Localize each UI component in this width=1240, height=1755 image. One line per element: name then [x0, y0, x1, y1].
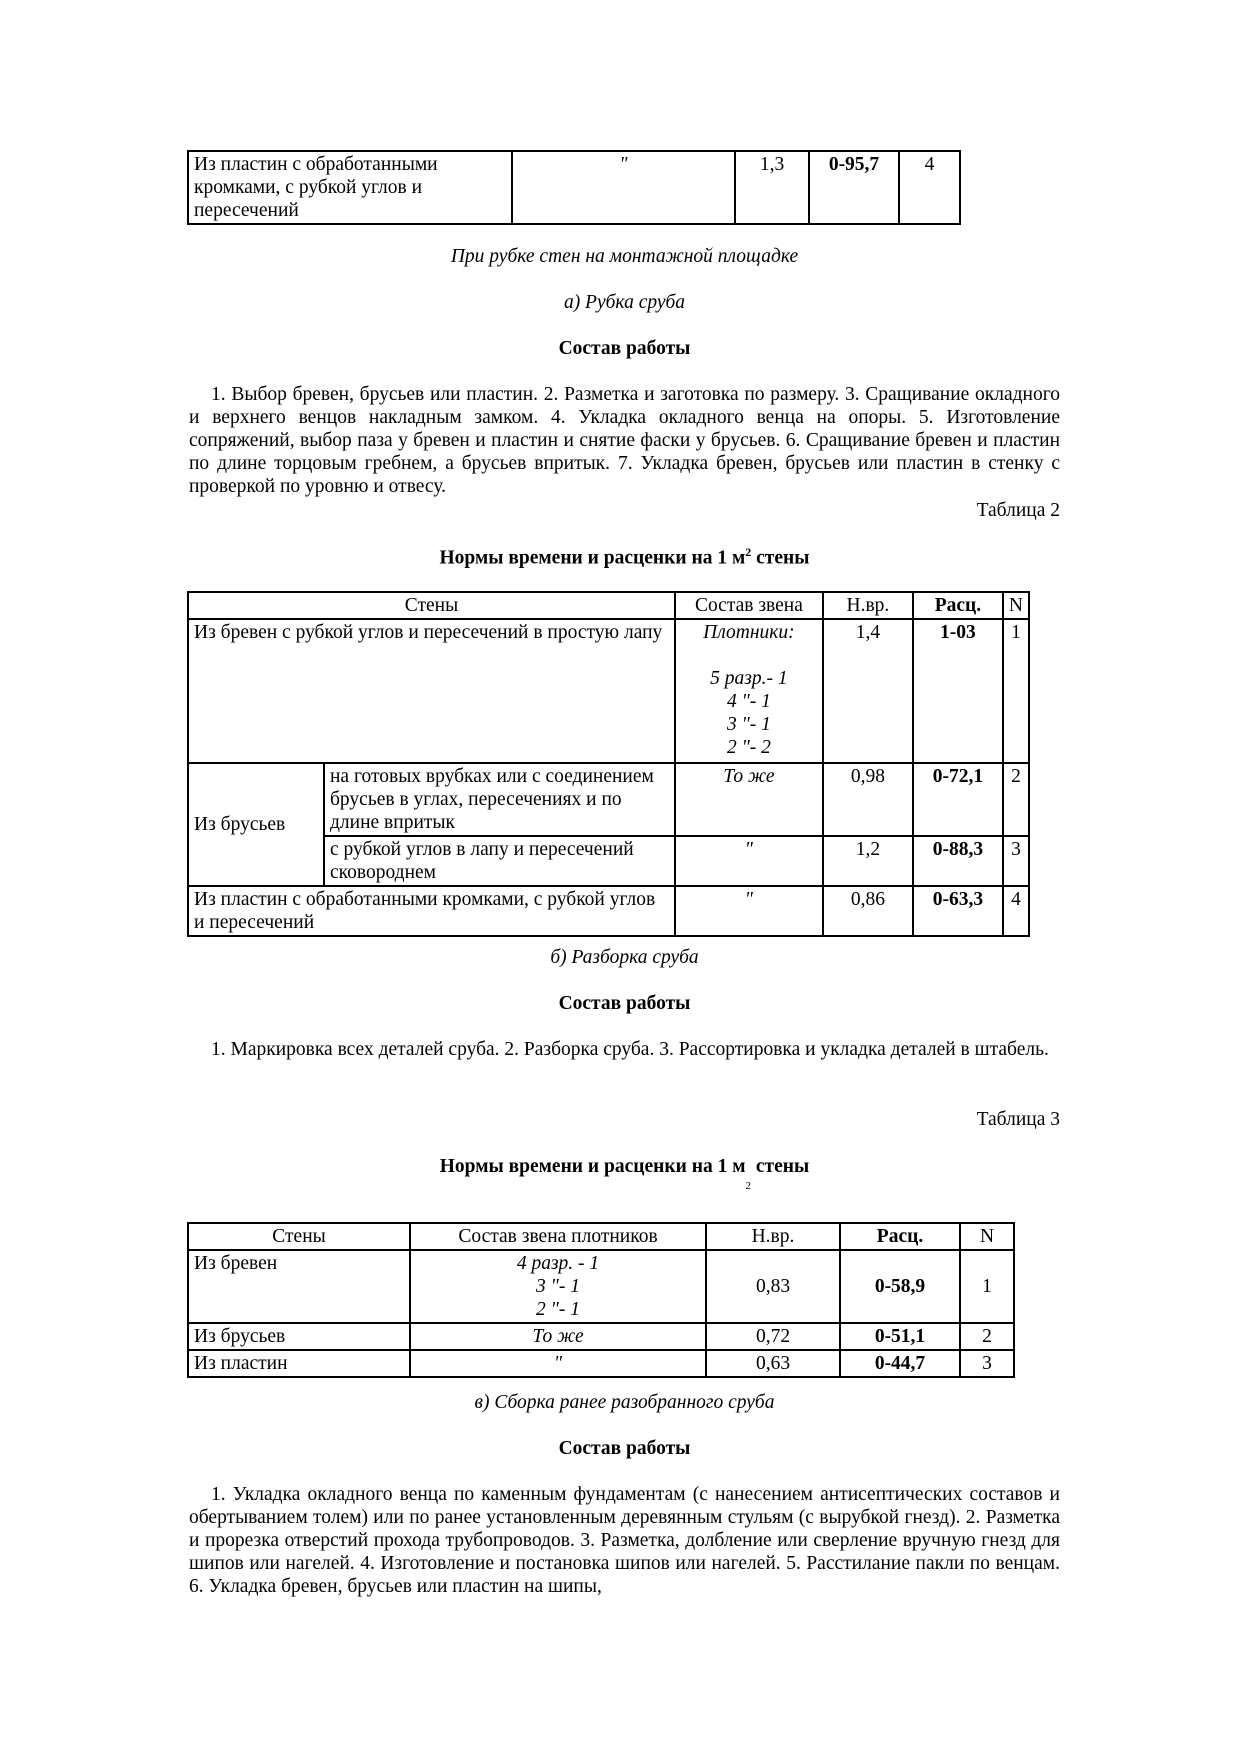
crew-cell: "	[675, 886, 823, 936]
wall-cell: Из бревен	[188, 1250, 410, 1323]
table-row	[188, 619, 1029, 763]
crew-cell: "	[512, 151, 735, 224]
work-composition-title-3: Состав работы	[558, 1438, 691, 1459]
hours-cell: 1,4	[823, 619, 913, 763]
crew-line: 3 "- 1	[726, 714, 771, 735]
table-header-row	[188, 1223, 1014, 1250]
crew-cell: "	[410, 1350, 706, 1377]
subsection-c-heading: в) Сборка ранее разобранного сруба	[474, 1392, 775, 1413]
header-hours: Н.вр.	[706, 1223, 840, 1250]
table-3	[187, 1222, 1015, 1378]
table3-label: Таблица 3	[976, 1109, 1060, 1130]
crew-line: 4 разр. - 1	[516, 1253, 600, 1274]
price-cell: 0-58,9	[840, 1250, 960, 1323]
number-cell: 3	[960, 1350, 1014, 1377]
header-price: Расц.	[913, 592, 1003, 619]
header-walls: Стены	[188, 1223, 410, 1250]
table3-title-text: Нормы времени и расценки на 1 м	[439, 1156, 746, 1177]
wall-cell: на готовых врубках или с соединением брусьев в углах, пересечениях и по длине впритык	[324, 763, 675, 836]
header-n: N	[960, 1223, 1014, 1250]
price-cell: 0-51,1	[840, 1323, 960, 1350]
table2-title	[189, 545, 1060, 570]
number-cell: 1	[1003, 619, 1029, 763]
crew-line: 2 "- 1	[536, 1299, 580, 1320]
table2-title-sup: 2	[745, 545, 752, 559]
crew-line: 4 "- 1	[726, 691, 771, 712]
crew-cell: То же	[675, 763, 823, 836]
hours-cell: 0,98	[823, 763, 913, 836]
table2-title-end: стены	[751, 547, 810, 569]
header-hours: Н.вр.	[823, 592, 913, 619]
header-crew: Состав звена	[675, 592, 823, 619]
wall-cell: Из брусьев	[188, 1323, 410, 1350]
price-cell: 1-03	[913, 619, 1003, 763]
table-row	[188, 1350, 1014, 1377]
price-cell: 0-95,7	[809, 151, 899, 224]
wall-cell: Из пластин	[188, 1350, 410, 1377]
header-walls: Стены	[188, 592, 675, 619]
crew-line: 5 разр.- 1	[710, 668, 788, 689]
work-composition-title-1: Состав работы	[558, 338, 691, 359]
number-cell: 1	[960, 1250, 1014, 1323]
crew-cell: То же	[410, 1323, 706, 1350]
section-heading-site: При рубке стен на монтажной площадке	[450, 246, 799, 267]
crew-cell: "	[675, 836, 823, 886]
wall-cell: с рубкой углов в лапу и пересечений сковороднем	[324, 836, 675, 886]
table-row	[188, 763, 1029, 836]
crew-cell	[675, 619, 823, 763]
table3-title	[189, 1155, 1060, 1192]
subsection-a-heading: а) Рубка сруба	[563, 292, 686, 313]
hours-cell: 1,3	[735, 151, 809, 224]
header-n: N	[1003, 592, 1029, 619]
hours-cell: 0,72	[706, 1323, 840, 1350]
number-cell: 4	[899, 151, 960, 224]
table3-title-sub: 2	[745, 1179, 752, 1192]
group-cell: Из брусьев	[188, 763, 324, 886]
price-cell: 0-72,1	[913, 763, 1003, 836]
wall-cell: Из бревен с рубкой углов и пересечений в простую лапу	[188, 619, 675, 763]
price-cell: 0-88,3	[913, 836, 1003, 886]
crew-line: 2 "- 2	[726, 737, 771, 758]
number-cell: 3	[1003, 836, 1029, 886]
number-cell: 2	[1003, 763, 1029, 836]
hours-cell: 0,63	[706, 1350, 840, 1377]
crew-cell	[410, 1250, 706, 1323]
header-price: Расц.	[840, 1223, 960, 1250]
work-composition-text-1: 1. Выбор бревен, брусьев или пластин. 2. Разметка и заготовка по размеру. 3. Сращивание окладного и верхнего венцов накладным замком. 4. Укладка окладного венца на опоры. 5. Изготовление сопряжений, выбор паза у бревен и пластин и снятие фаски у брусьев. 6. Сращивание бревен и пластин по длине торцовым гребнем, а брусьев впритык. 7. Укладка бревен, брусьев или пластин в стенку с проверкой по уровню и отвесу.	[189, 384, 1060, 497]
work-composition-text-2: 1. Маркировка всех деталей сруба. 2. Разборка сруба. 3. Рассортировка и укладка деталей в штабель.	[211, 1039, 1049, 1060]
header-crew: Состав звена плотников	[410, 1223, 706, 1250]
price-cell: 0-63,3	[913, 886, 1003, 936]
table-row	[188, 1250, 1014, 1323]
work-composition-text-3: 1. Укладка окладного венца по каменным фундаментам (с нанесением антисептических составов и обертыванием толем) или по ранее установленным деревянным стульям (с вырубкой гнезд). 2. Разметка и прорезка отверстий прохода трубопроводов. 3. Разметка, долбление или сверление вручную гнезд для шипов или нагелей. 4. Изготовление и постановка шипов или нагелей. 5. Расстилание пакли по венцам. 6. Укладка бревен, брусьев или пластин на шипы,	[189, 1484, 1060, 1597]
crew-line: Плотники:	[703, 622, 795, 643]
number-cell: 4	[1003, 886, 1029, 936]
hours-cell: 0,86	[823, 886, 913, 936]
table-row	[188, 886, 1029, 936]
table-top-fragment	[187, 150, 961, 225]
table3-title-end: стены	[751, 1156, 810, 1177]
hours-cell: 0,83	[706, 1250, 840, 1323]
price-cell: 0-44,7	[840, 1350, 960, 1377]
wall-cell: Из пластин с обработанными кромками, с рубкой углов и пересечений	[188, 886, 675, 936]
crew-line: 3 "- 1	[536, 1276, 580, 1297]
number-cell: 2	[960, 1323, 1014, 1350]
table-row	[188, 1323, 1014, 1350]
hours-cell: 1,2	[823, 836, 913, 886]
table2-title-text: Нормы времени и расценки на 1 м	[439, 547, 746, 569]
table-2	[187, 591, 1030, 937]
work-composition-title-2: Состав работы	[558, 993, 691, 1014]
wall-cell: Из пластин с обработанными кромками, с рубкой углов и пересечений	[188, 151, 512, 224]
crew-line	[681, 644, 817, 667]
table-row	[188, 151, 960, 224]
table2-label: Таблица 2	[976, 500, 1060, 521]
subsection-b-heading: б) Разборка сруба	[550, 947, 699, 968]
table-header-row	[188, 592, 1029, 619]
